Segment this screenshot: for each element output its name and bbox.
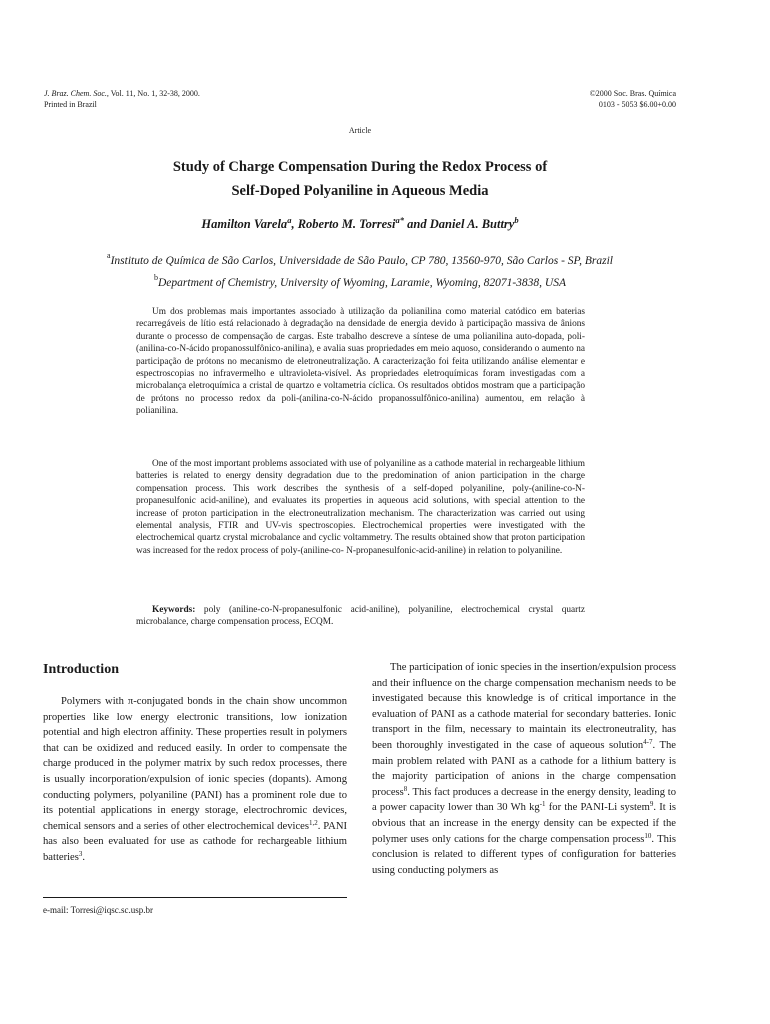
affiliation-b-marker: b	[153, 273, 158, 282]
citation-ref: 9	[649, 800, 654, 809]
journal-volume: , Vol. 11, No. 1, 32-38, 2000.	[106, 89, 200, 98]
intro-p1-text-b: . PANI has also been evaluated for use as cathode for rechargeable lithium batteries	[43, 820, 347, 863]
citation-ref: 8	[403, 784, 408, 793]
author-3-affil: b	[514, 215, 519, 225]
corresponding-email: e-mail: Torresi@iqsc.sc.usp.br	[43, 905, 153, 915]
left-column	[43, 660, 347, 866]
journal-name: J. Braz. Chem. Soc.	[44, 89, 107, 98]
affiliation-b-text: Department of Chemistry, University of Wyoming, Laramie, Wyoming, 82071-3838, USA	[157, 277, 566, 289]
citation-ref: 10	[644, 831, 652, 840]
journal-citation	[44, 88, 200, 110]
abstract-en-text: One of the most important problems associated with use of polyaniline as a cathode material in rechargeable lithium batteries is related to energy density degradation due to the predomination of anion participation in the charge compensation process. This work describes the synthesis of a self-doped polyaniline, poly-(aniline-co-N-propanesulfonic acid-aniline), and evaluates its properties in aqueous acid solutions, with special attention to the increase of proton participation in the electroneutralization mechanism. The characterization was carried out using elemental analysis, FTIR and UV-vis spectroscopies. Electrochemical properties were investigated with the electrochemical quartz crystal microbalance and cyclic voltammetry. The results obtained show that proton participation was increased for the redox process of poly-(aniline-co- N-propanesulfonic-acid-aniline) in relation to polyaniline.	[136, 459, 585, 556]
issn-price: 0103 - 5053 $6.00+0.00	[598, 100, 676, 109]
keywords	[136, 604, 585, 629]
author-list	[0, 215, 720, 232]
copyright-block	[590, 88, 676, 110]
abstract-pt-text: Um dos problemas mais importantes associado à utilização da polianilina como material catódico em baterias recarregáveis de lítio está relacionado à degradação na densidade de energia devido à participação massiva de ânions durante o processo de compensação de cargas. Este trabalho descreve a síntese de uma polianilina auto-dopada, poli-(anilina-co-N-ácido propanossulfônico-anilina), e avalia suas propriedades em meio aquoso, considerando o aumento na participação de prótons no mecanismo de eletroneutralização. A caracterização foi feita utilizando análise elementar e espectroscopias no infravermelho e ultravioleta-visível. As propriedades eletroquímicas foram investigadas com a microbalança eletroquímica a cristal de quartzo e voltametria cíclica. Os resultados obtidos mostram que a participação de prótons no processo redox da poli-(anilina-co-N-ácido propanossulfônico-anilina) aumentou, em relação à polianilina.	[136, 307, 585, 417]
author-3: and Daniel A. Buttry	[404, 217, 515, 232]
author-2-affil: a*	[395, 215, 405, 225]
intro-p2-text-a: The participation of ionic species in the insertion/expulsion process and their influence on the charge compensation mechanism needs to be investigated because this knowledge is of critical importance in the evaluation of PANI as a cathode material for secondary batteries. Ionic transport in the film, necessary to maintain its electroneutrality, has been thoroughly investigated in the case of aqueous solution	[372, 662, 676, 751]
abstract-english	[136, 458, 585, 557]
footnote-divider	[43, 897, 347, 898]
title-line-2: Self-Doped Polyaniline in Aqueous Media	[231, 183, 489, 199]
paper-title	[0, 155, 720, 203]
abstract-portuguese	[136, 306, 585, 418]
copyright-icon: ©	[589, 89, 596, 98]
affiliation-a-marker: a	[107, 251, 111, 260]
author-2: , Roberto M. Torresi	[291, 217, 396, 232]
intro-p2-text-d: for the PANI-Li system	[545, 802, 650, 814]
author-1: Hamilton Varela	[201, 217, 288, 232]
citation-ref: 3	[78, 849, 83, 858]
right-column	[372, 660, 676, 878]
intro-p1-text: Polymers with π-conjugated bonds in the chain show uncommon properties like low energy electronic transitions, low ionization potential and high electron affinity. These properties result in polymers that can be oxidized and reduced easily. In order to compensate the charge produced in the polymer matrix by such redox processes, there is usually incorporation/expulsion of ionic species (dopants). Among conducting polymers, polyaniline (PANI) has a prominent role due to its potential applications in energy storage, electrochromic devices, chemical sensors and a series of other electrochemical devices	[43, 696, 347, 832]
printed-in: Printed in Brazil	[44, 100, 97, 109]
keywords-text: poly (aniline-co-N-propanesulfonic acid-aniline), polyaniline, electrochemical crystal quartz microbalance, charge compensation process, ECQM.	[136, 605, 585, 628]
copyright-text: 2000 Soc. Bras. Química	[595, 89, 676, 98]
intro-p2-text-c: . This fact produces a decrease in the energy density, leading to a power capacity lower than 30 Wh kg	[372, 786, 676, 814]
intro-p2-text-b: . The main problem related with PANI as a cathode for a lithium battery is the majority participation of anions in the charge compensation process	[372, 739, 676, 798]
intro-paragraph-2	[372, 660, 676, 878]
citation-ref: 1,2	[308, 818, 318, 827]
citation-ref: 4-7	[643, 737, 653, 746]
affiliation-a-text: Instituto de Química de São Carlos, Universidade de São Paulo, CP 780, 13560-970, São Carlos - SP, Brazil	[110, 255, 613, 267]
author-1-affil: a	[287, 215, 292, 225]
article-type: Article	[348, 126, 372, 135]
title-line-1: Study of Charge Compensation During the Redox Process of	[172, 159, 548, 175]
intro-paragraph-1	[43, 694, 347, 866]
keywords-label: Keywords:	[152, 605, 196, 615]
affiliation-b	[0, 273, 720, 289]
section-heading-introduction: Introduction	[43, 662, 119, 677]
intro-p1-text-c: .	[82, 851, 86, 863]
unit-exponent: -1	[539, 800, 546, 809]
intro-p2-text-e: . It is obvious that an increase in the energy density can be expected if the polymer uses only cations for the charge compensation process	[372, 802, 677, 845]
intro-p2-text-f: . This conclusion is related to different types of configuration for batteries using conducting polymers as	[372, 833, 676, 876]
affiliation-a	[0, 251, 720, 267]
